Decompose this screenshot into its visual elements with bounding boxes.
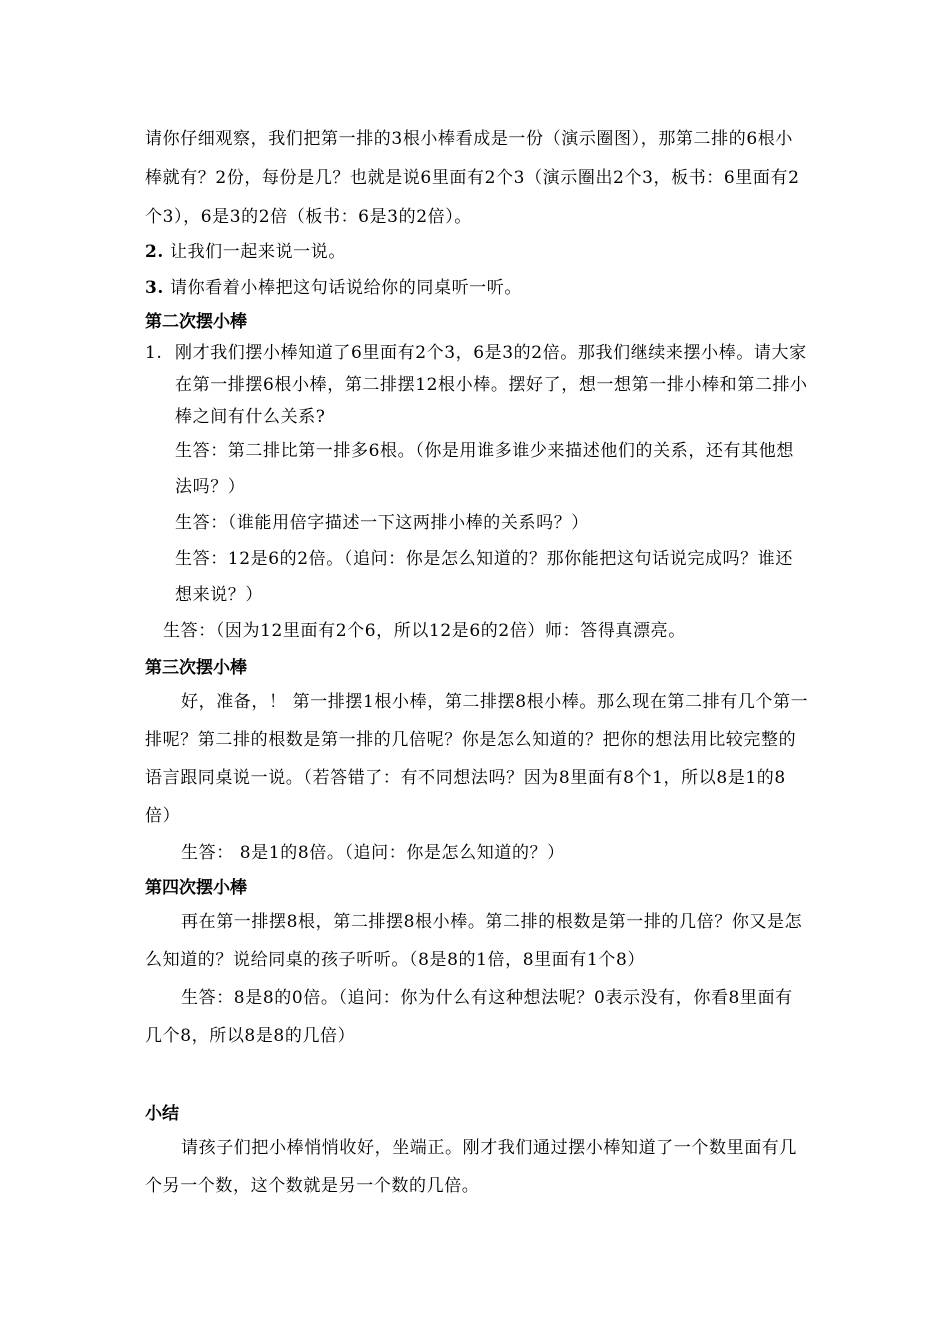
item-number: 2. [145,242,164,262]
item-text: 请你看着小棒把这句话说给你的同桌听一听。 [169,278,522,298]
blank-gap [145,1055,810,1099]
intro-item-3 [145,273,810,303]
section4-answer: 生答：8是8的0倍。（追问：你为什么有这种想法呢？0表示没有，你看8里面有几个8，所以8是8的几倍） [145,988,793,1046]
section4-paragraph: 再在第一排摆8根，第二排摆8根小棒。第二排的根数是第一排的几倍？你又是怎么知道的？说给同桌的孩子听听。（8是8的1倍，8里面有1个8） [145,912,803,970]
document-page [145,122,810,1205]
section2-answer-3: 生答：12是6的2倍。（追问：你是怎么知道的？那你能把这句话说完成吗？谁还想来说？） [175,549,793,605]
section3-paragraph: 好，准备，！ 第一排摆1根小棒，第二排摆8根小棒。那么现在第二排有几个第一排呢？第二排的根数是第一排的几倍呢？你是怎么知道的？把你的想法用比较完整的语言跟同桌说一说。（若答错了：有不同想法吗？因为8里面有8个1，所以8是1的8倍） [145,692,809,826]
item-text: 刚才我们摆小棒知道了6里面有2个3，6是3的2倍。那我们继续来摆小棒。请大家在第一排摆6根小棒，第二排摆12根小棒。摆好了，想一想第一排小棒和第二排小棒之间有什么关系? [175,343,808,427]
section2-answer-4: 生答：（因为12里面有2个6，所以12是6的2倍）师：答得真漂亮。 [163,621,686,641]
section2-answer-1: 生答：第二排比第一排多6根。（你是用谁多谁少来描述他们的关系，还有其他想法吗？） [175,441,794,497]
item-text: 让我们一起来说一说。 [169,242,346,262]
item-number: 1. [145,343,163,363]
section2-item-1 [145,337,810,433]
section-heading-fourth: 第四次摆小棒 [145,878,247,898]
section-heading-second: 第二次摆小棒 [145,312,247,332]
intro-item-2 [145,237,810,267]
section-heading-third: 第三次摆小棒 [145,658,247,678]
section-heading-summary: 小结 [145,1104,179,1124]
section2-answer-2: 生答：（谁能用倍字描述一下这两排小棒的关系吗？） [175,513,589,533]
section3-answer: 生答： 8是1的8倍。（追问：你是怎么知道的？） [181,843,565,863]
summary-paragraph: 请孩子们把小棒悄悄收好，坐端正。刚才我们通过摆小棒知道了一个数里面有几个另一个数，这个数就是另一个数的几倍。 [145,1138,797,1196]
intro-paragraph: 请你仔细观察，我们把第一排的3根小棒看成是一份（演示圈图），那第二排的6根小棒就有？2份，每份是几？也就是说6里面有2个3（演示圈出2个3，板书：6里面有2个3），6是3的2倍（板书：6是3的2倍）。 [145,129,800,227]
item-number: 3. [145,278,164,298]
